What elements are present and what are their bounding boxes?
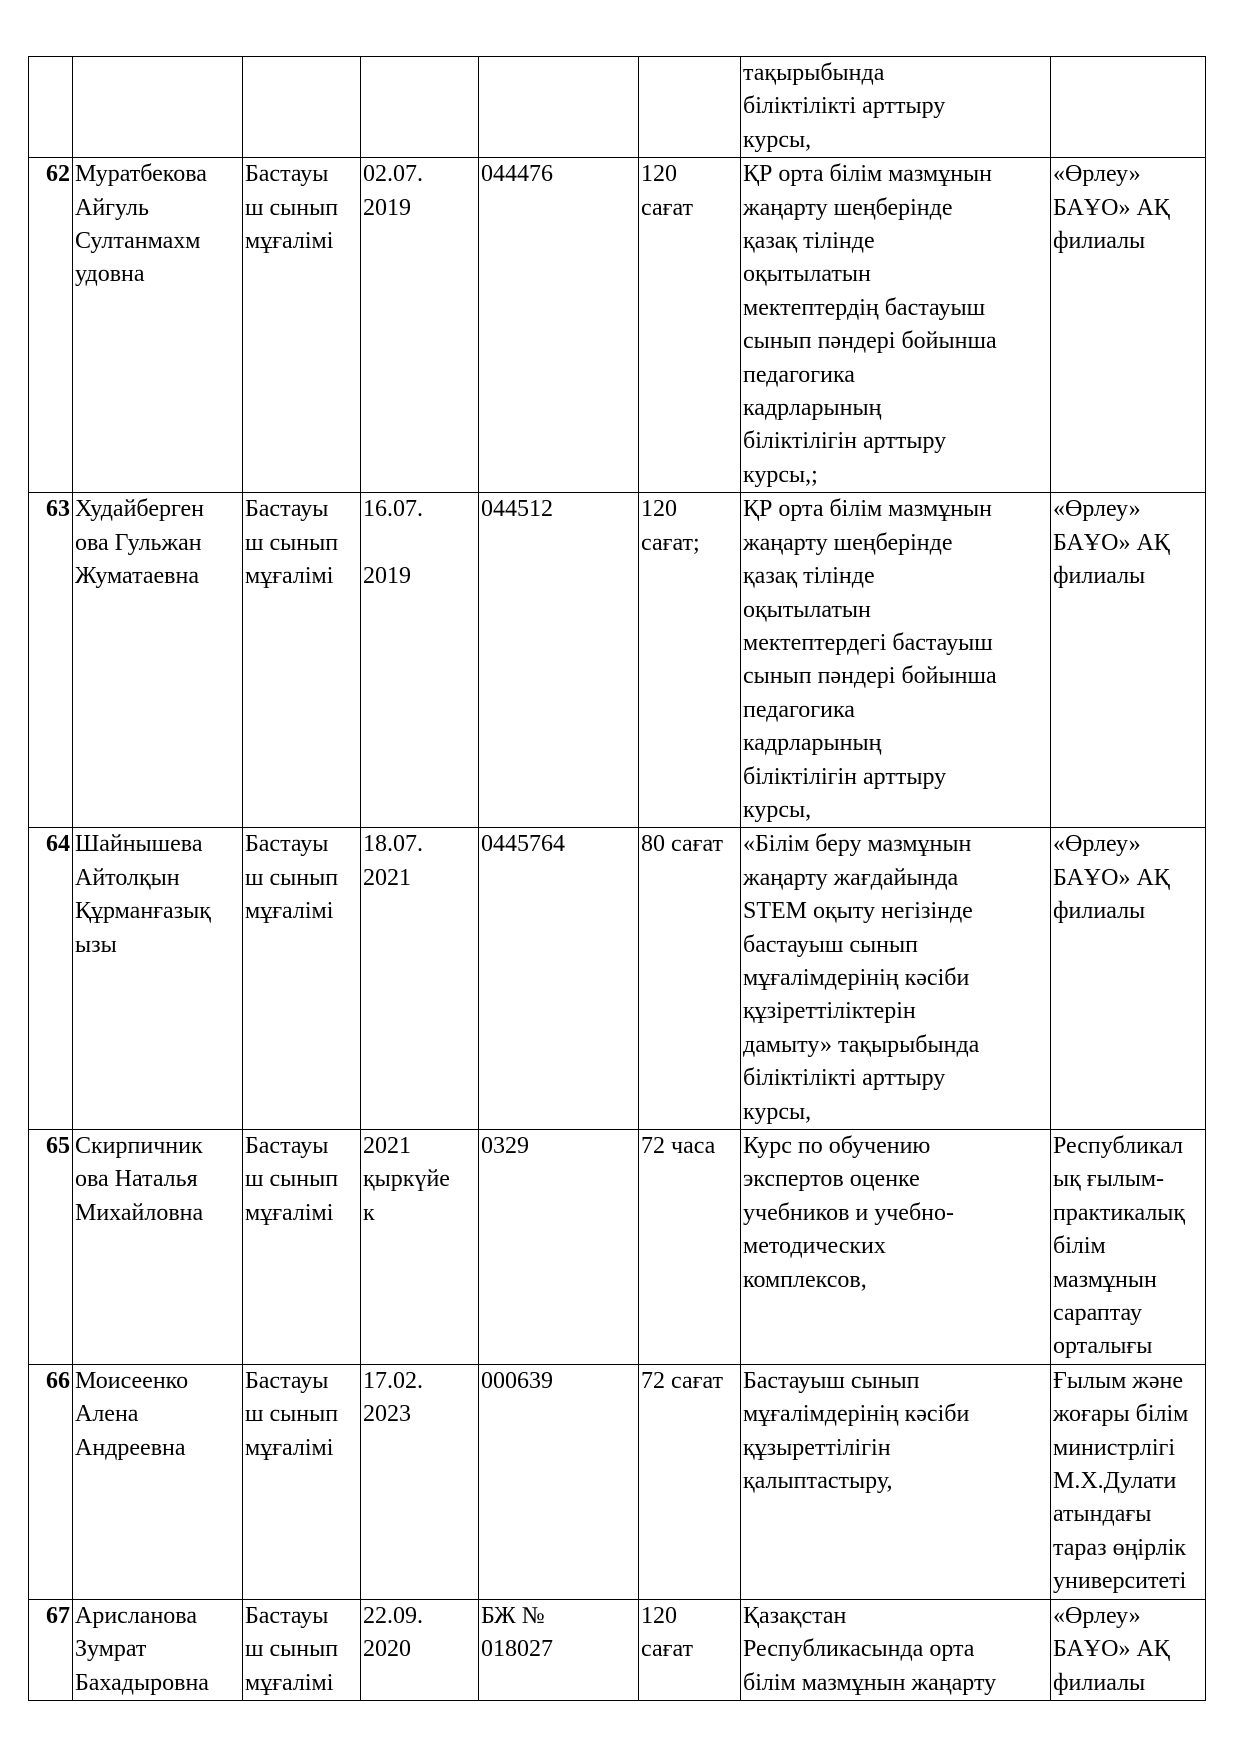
course-hours — [639, 57, 741, 158]
organization: «Өрлеу» БАҰО» АҚ филиалы — [1051, 1599, 1206, 1700]
row-number: 64 — [29, 828, 73, 1130]
row-number — [29, 57, 73, 158]
certificate-date: 22.09. 2020 — [361, 1599, 479, 1700]
position: Бастауы ш сынып мұғалімі — [243, 1364, 361, 1599]
table-row — [29, 57, 1206, 158]
course-hours: 72 часа — [639, 1130, 741, 1365]
table-row — [29, 158, 1206, 493]
certificate-date — [361, 57, 479, 158]
teacher-name: Скирпичник ова Наталья Михайловна — [73, 1130, 243, 1365]
certificate-number: БЖ № 018027 — [479, 1599, 639, 1700]
certificate-number: 044512 — [479, 493, 639, 828]
organization: Ғылым және жоғары білім министрлігі М.Х.Дулати атындағы тараз өңірлік университеті — [1051, 1364, 1206, 1599]
certificate-date: 18.07. 2021 — [361, 828, 479, 1130]
course-hours: 120 сағат — [639, 1599, 741, 1700]
teacher-name: Муратбекова Айгуль Султанмахм удовна — [73, 158, 243, 493]
certificate-number: 000639 — [479, 1364, 639, 1599]
certificate-date: 17.02. 2023 — [361, 1364, 479, 1599]
course-title: ҚР орта білім мазмұнын жаңарту шеңберінде қазақ тілінде оқытылатын мектептердің бастауыш сынып пәндері бойынша педагогика кадрларының біліктілігін арттыру курсы,; — [741, 158, 1051, 493]
certificate-number: 0445764 — [479, 828, 639, 1130]
teacher-name: Худайберген ова Гульжан Жуматаевна — [73, 493, 243, 828]
teacher-name: Шайнышева Айтолқын Құрманғазық ызы — [73, 828, 243, 1130]
teacher-name: Моисеенко Алена Андреевна — [73, 1364, 243, 1599]
course-hours: 72 сағат — [639, 1364, 741, 1599]
certificate-date: 16.07. 2019 — [361, 493, 479, 828]
course-hours: 120 сағат; — [639, 493, 741, 828]
row-number: 63 — [29, 493, 73, 828]
position: Бастауы ш сынып мұғалімі — [243, 158, 361, 493]
table-row — [29, 493, 1206, 828]
teachers-training-table — [28, 56, 1206, 1701]
row-number: 67 — [29, 1599, 73, 1700]
teacher-name: Арисланова Зумрат Бахадыровна — [73, 1599, 243, 1700]
organization: «Өрлеу» БАҰО» АҚ филиалы — [1051, 158, 1206, 493]
course-hours: 120 сағат — [639, 158, 741, 493]
certificate-date: 02.07. 2019 — [361, 158, 479, 493]
teacher-name — [73, 57, 243, 158]
course-title: тақырыбында біліктілікті арттыру курсы, — [741, 57, 1051, 158]
position: Бастауы ш сынып мұғалімі — [243, 493, 361, 828]
position: Бастауы ш сынып мұғалімі — [243, 828, 361, 1130]
certificate-number — [479, 57, 639, 158]
row-number: 65 — [29, 1130, 73, 1365]
position — [243, 57, 361, 158]
course-title: Курс по обучению экспертов оценке учебников и учебно- методических комплексов, — [741, 1130, 1051, 1365]
table-row — [29, 1130, 1206, 1365]
course-title: ҚР орта білім мазмұнын жаңарту шеңберінде қазақ тілінде оқытылатын мектептердегі бастауыш сынып пәндері бойынша педагогика кадрларының біліктілігін арттыру курсы, — [741, 493, 1051, 828]
certificate-number: 0329 — [479, 1130, 639, 1365]
table-row — [29, 828, 1206, 1130]
course-title: «Білім беру мазмұнын жаңарту жағдайында STEM оқыту негізінде бастауыш сынып мұғалімдерінің кәсіби құзіреттіліктерін дамыту» тақырыбында біліктілікті арттыру курсы, — [741, 828, 1051, 1130]
course-hours: 80 сағат — [639, 828, 741, 1130]
organization: Республикал ық ғылым- практикалық білім мазмұнын сараптау орталығы — [1051, 1130, 1206, 1365]
table-row — [29, 1364, 1206, 1599]
row-number: 66 — [29, 1364, 73, 1599]
course-title: Қазақстан Республикасында орта білім мазмұнын жаңарту — [741, 1599, 1051, 1700]
organization: «Өрлеу» БАҰО» АҚ филиалы — [1051, 493, 1206, 828]
certificate-date: 2021 қыркүйе к — [361, 1130, 479, 1365]
position: Бастауы ш сынып мұғалімі — [243, 1130, 361, 1365]
position: Бастауы ш сынып мұғалімі — [243, 1599, 361, 1700]
course-title: Бастауыш сынып мұғалімдерінің кәсіби құзыреттілігін қалыптастыру, — [741, 1364, 1051, 1599]
row-number: 62 — [29, 158, 73, 493]
table-row — [29, 1599, 1206, 1700]
organization — [1051, 57, 1206, 158]
certificate-number: 044476 — [479, 158, 639, 493]
organization: «Өрлеу» БАҰО» АҚ филиалы — [1051, 828, 1206, 1130]
